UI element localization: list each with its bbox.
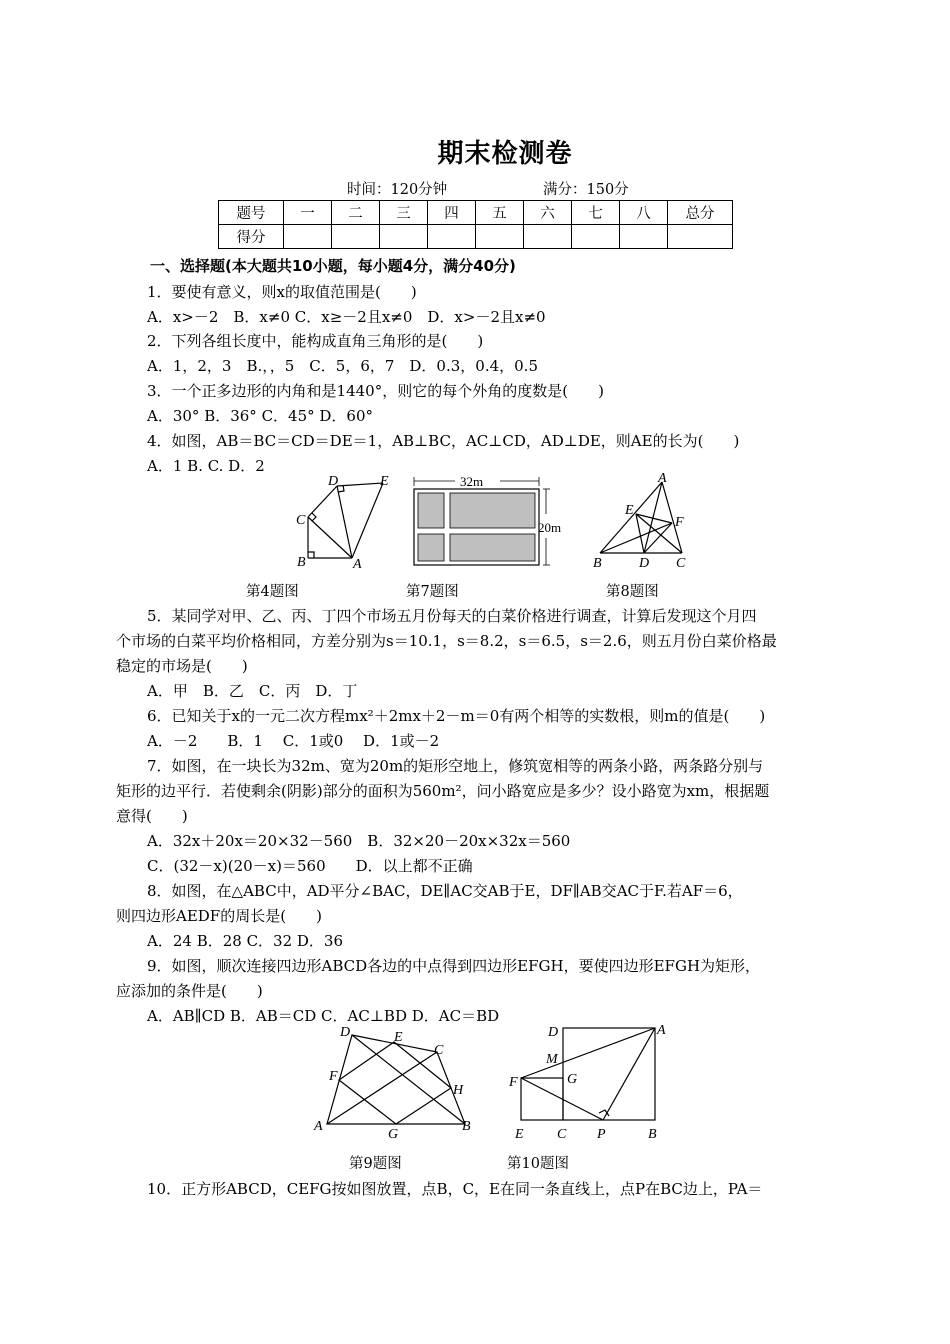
figure-9-caption: 第9题图 (349, 1156, 402, 1172)
fig8-label-c: C (676, 556, 686, 571)
question-9-line-1: 9．如图，顺次连接四边形ABCD各边的中点得到四边形EFGH，要使四边形EFGH为矩形， (147, 957, 761, 975)
score-cell (524, 225, 572, 249)
fig4-label-d: D (328, 474, 339, 489)
question-8-line-2: 则四边形AEDF的周长是( ) (116, 907, 322, 925)
fig10-label-f: F (509, 1075, 518, 1090)
question-5-line-3: 稳定的市场是( ) (116, 657, 248, 675)
figure-10-diagram (506, 1018, 676, 1143)
score-cell (332, 225, 380, 249)
figure-8-caption: 第8题图 (606, 584, 659, 600)
fig9-label-a: A (314, 1119, 323, 1134)
fig10-label-g: G (567, 1072, 578, 1087)
figure-4-diagram (290, 473, 389, 573)
fig9-label-b: B (462, 1119, 471, 1134)
score-table-header-row (219, 201, 733, 225)
score-cell (668, 225, 733, 249)
question-4: 4．如图，AB＝BC＝CD＝DE＝1，AB⊥BC，AC⊥CD，AD⊥DE，则AE的长为( ) (147, 432, 740, 450)
question-3: 3．一个正多边形的内角和是1440°，则它的每个外角的度数是( ) (147, 382, 604, 400)
fig10-label-e: E (515, 1127, 524, 1142)
score-table-score-row (219, 225, 733, 249)
fig4-label-e: E (380, 474, 389, 489)
page-title: 期末检测卷 (437, 139, 573, 169)
fig10-label-d: D (548, 1025, 559, 1040)
question-1-options: A．x>－2 B．x≠0 C．x≥－2且x≠0 D．x>－2且x≠0 (147, 308, 546, 326)
score-cell (284, 225, 332, 249)
section-heading: 一、选择题(本大题共10小题，每小题4分，满分40分) (150, 257, 516, 275)
score-header-cell: 七 (572, 201, 620, 225)
time-limit: 时间：120分钟 (347, 182, 448, 198)
question-2: 2．下列各组长度中，能构成直角三角形的是( ) (147, 332, 484, 350)
score-cell (572, 225, 620, 249)
question-7-line-2: 矩形的边平行．若使剩余(阴影)部分的面积为560m²，问小路宽应是多少？设小路宽为xm，根据题 (116, 782, 770, 800)
fig10-label-m: M (546, 1052, 558, 1067)
question-6-options: A．－2 B．1 C．1或0 D．1或－2 (147, 732, 440, 750)
score-cell (620, 225, 668, 249)
score-header-cell: 四 (428, 201, 476, 225)
fig8-label-d: D (639, 556, 650, 571)
fig10-label-p: P (597, 1127, 606, 1142)
score-header-cell: 题号 (219, 201, 284, 225)
score-header-cell: 六 (524, 201, 572, 225)
score-header-cell: 一 (284, 201, 332, 225)
fig9-label-e: E (394, 1030, 403, 1045)
score-header-cell: 三 (380, 201, 428, 225)
fig4-label-c: C (296, 513, 306, 528)
fig9-label-c: C (434, 1043, 444, 1058)
fig4-label-a: A (353, 557, 362, 572)
fig9-label-h: H (453, 1083, 464, 1098)
fig10-label-b: B (648, 1127, 657, 1142)
score-header-cell: 五 (476, 201, 524, 225)
figure-4-caption: 第4题图 (246, 584, 299, 600)
figure-9-diagram (312, 1020, 482, 1145)
figure-10-caption: 第10题图 (507, 1156, 569, 1172)
score-cell (476, 225, 524, 249)
fig8-label-e: E (625, 503, 634, 518)
question-9-options: A．AB∥CD B．AB＝CD C．AC⊥BD D．AC＝BD (147, 1007, 500, 1025)
question-9-line-2: 应添加的条件是( ) (116, 982, 263, 1000)
figure-8-diagram (588, 470, 698, 570)
fig9-label-g: G (388, 1127, 399, 1142)
score-cell (380, 225, 428, 249)
question-5-options: A．甲 B．乙 C．丙 D．丁 (147, 682, 358, 700)
question-2-options: A．1，2，3 B.，，5 C．5，6，7 D．0.3，0.4，0.5 (147, 357, 538, 375)
question-7-options-1: A．32x＋20x＝20×32－560 B．32×20－20x×32x＝560 (147, 832, 571, 850)
question-10: 10．正方形ABCD，CEFG按如图放置，点B，C，E在同一条直线上，点P在BC边上，PA＝ (147, 1180, 763, 1198)
fig10-label-c: C (557, 1127, 567, 1142)
score-row-label: 得分 (219, 225, 284, 249)
score-header-cell: 二 (332, 201, 380, 225)
question-5-line-1: 5．某同学对甲、乙、丙、丁四个市场五月份每天的白菜价格进行调查，计算后发现这个月四 (147, 607, 757, 625)
fig7-width-label: 32m (460, 474, 484, 489)
fig8-label-f: F (675, 515, 684, 530)
fig4-label-b: B (297, 555, 306, 570)
fig7-height-label: 20m (538, 520, 562, 535)
question-7-options-2: C．(32－x)(20－x)＝560 D．以上都不正确 (147, 857, 473, 875)
full-score: 满分：150分 (543, 182, 629, 198)
fig8-label-b: B (593, 556, 602, 571)
question-8-line-1: 8．如图，在△ABC中，AD平分∠BAC，DE∥AC交AB于E，DF∥AB交AC于F.若AF＝6， (147, 882, 743, 900)
figure-7-diagram (410, 476, 570, 568)
question-7-line-3: 意得( ) (116, 807, 188, 825)
score-header-cell: 八 (620, 201, 668, 225)
question-3-options: A．30° B．36° C．45° D．60° (147, 407, 374, 425)
fig9-label-d: D (340, 1025, 351, 1040)
question-7-line-1: 7．如图，在一块长为32m、宽为20m的矩形空地上，修筑宽相等的两条小路，两条路分别与 (147, 757, 764, 775)
score-header-cell: 总分 (668, 201, 733, 225)
score-table (218, 200, 733, 249)
question-1: 1．要使有意义，则x的取值范围是( ) (147, 283, 417, 301)
figure-7-caption: 第7题图 (406, 584, 459, 600)
question-8-options: A．24 B．28 C．32 D．36 (147, 932, 344, 950)
fig10-label-a: A (657, 1023, 666, 1038)
score-cell (428, 225, 476, 249)
fig9-label-f: F (329, 1069, 338, 1084)
fig8-label-a: A (658, 471, 667, 486)
question-4-options: A．1 B. C. D．2 (147, 457, 265, 475)
question-6: 6．已知关于x的一元二次方程mx²＋2mx＋2－m＝0有两个相等的实数根，则m的值是( ) (147, 707, 766, 725)
question-5-line-2: 个市场的白菜平均价格相同，方差分别为s＝10.1，s＝8.2，s＝6.5，s＝2.6，则五月份白菜价格最 (116, 632, 777, 650)
